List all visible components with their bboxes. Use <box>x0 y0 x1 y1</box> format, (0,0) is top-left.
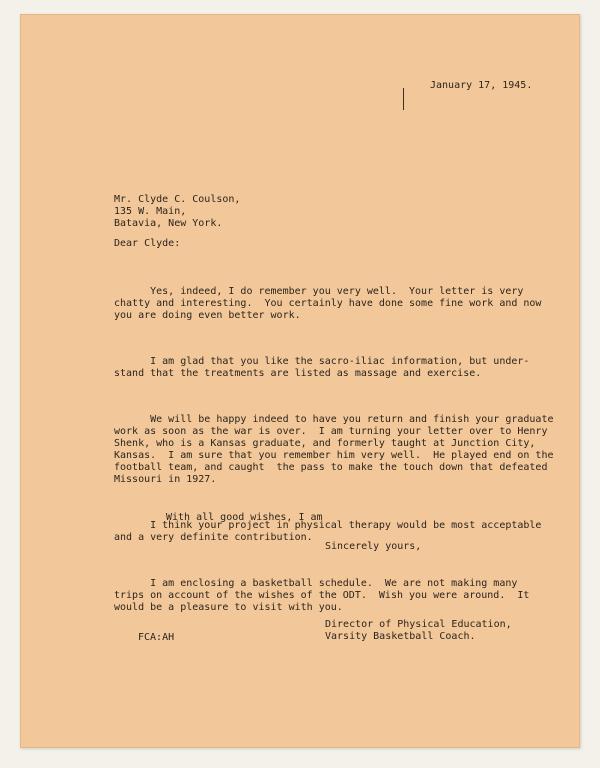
recipient-address <box>114 194 240 230</box>
paragraph: I am enclosing a basketball schedule. We are not making many trips on account of the wishes of the ODT. Wish you were around. It would be a pleasure to visit with you. <box>114 578 530 613</box>
reference-initials: FCA:AH <box>138 632 175 643</box>
closing-wishes: With all good wishes, I am <box>166 512 323 523</box>
letter-date: January 17, 1945. <box>430 80 533 91</box>
paragraph: Yes, indeed, I do remember you very well. Your letter is very chatty and interesting. You certainly have done some fine work and now you are doing even better work. <box>114 286 542 321</box>
recipient-name: Mr. Clyde C. Coulson, <box>114 194 241 205</box>
recipient-street: 135 W. Main, <box>114 206 187 217</box>
recipient-city: Batavia, New York. <box>114 218 223 229</box>
pencil-mark <box>403 88 404 110</box>
signer-title-1: Director of Physical Education, <box>325 619 512 630</box>
signer-title-2: Varsity Basketball Coach. <box>325 631 476 642</box>
salutation: Dear Clyde: <box>114 238 181 249</box>
paragraph: I think your project in physical therapy would be most acceptable and a very definite contribution. <box>114 520 542 543</box>
paragraph: I am glad that you like the sacro-iliac information, but under- stand that the treatments are listed as massage and exercise. <box>114 356 530 379</box>
letter-body <box>114 262 554 648</box>
complimentary-close: Sincerely yours, <box>325 541 422 552</box>
letter-page <box>20 14 580 748</box>
paragraph: We will be happy indeed to have you return and finish your graduate work as soon as the war is over. I am turning your letter over to Henry Shenk, who is a Kansas graduate, and formerly taught at Junction City, Kansas. I am sure that you remember him very well. He played end on the football team, and caught the pass to make the touch down that defeated Missouri in 1927. <box>114 414 554 485</box>
signer-title-block <box>325 619 512 643</box>
